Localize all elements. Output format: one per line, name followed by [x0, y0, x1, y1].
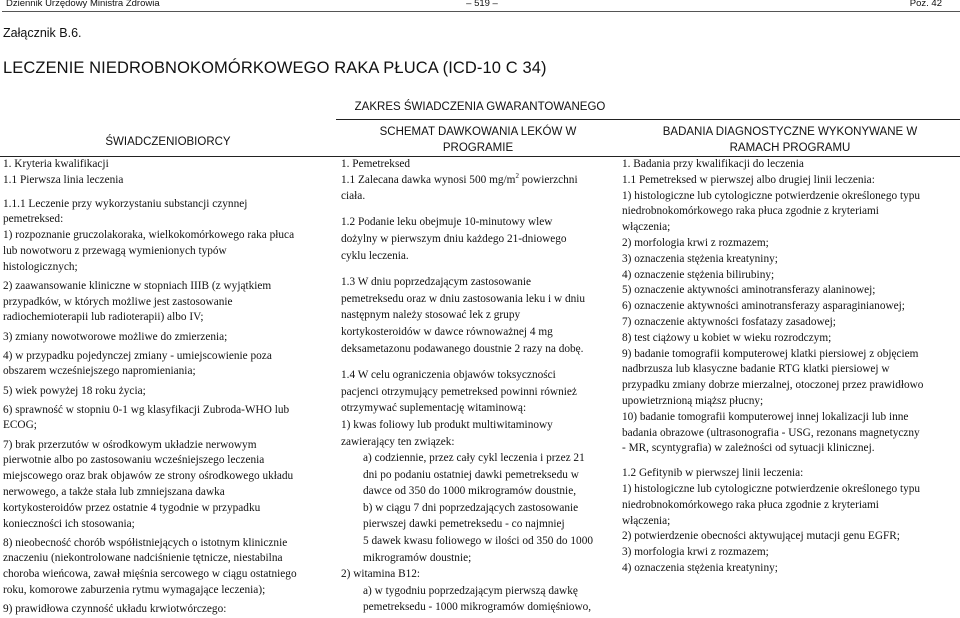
text-line: pemetreksedu oraz w dniu zastosowania leku i w dniu [341, 292, 586, 305]
diagnostics-line: niedrobnokomórkowego raka płuca zgodnie z kryteriami [622, 205, 879, 218]
dosing-p4 [341, 367, 617, 450]
gap [341, 264, 617, 274]
text-line: dawce od 350 do 1000 mikrogramów doustnie, [363, 485, 577, 498]
text-line: 5 dawek kwasu foliowego w ilości od 350 do 1000 [363, 535, 593, 548]
diagnostics-line: niedrobnokomórkowego raka płuca zgodnie z kryteriami [622, 498, 879, 511]
text-line: b) w ciągu 7 dni poprzedzających zastosowanie [363, 501, 579, 514]
criteria-line: 7) brak przerzutów w ośrodkowym układzie nerwowym [3, 438, 257, 451]
diagnostics-line: 2) potwierdzenie obecności aktywującej mutacji genu EGFR; [622, 530, 900, 543]
dosing-p1-line1 [341, 173, 617, 189]
diagnostics-line: włączenia; [622, 221, 671, 234]
text-line: dni po podaniu ostatniej dawki pemetreksedu w [363, 468, 579, 481]
text-line: pierwszej dawki pemetreksedu - co najmniej [363, 518, 565, 531]
diagnostics-line: upowietrznioną miąższ płucny; [622, 394, 764, 407]
dosing-p2 [341, 214, 617, 264]
criteria-line: przypadków, w których możliwe jest zastosowanie [3, 295, 233, 308]
position-number: Poz. 42 [909, 0, 942, 9]
dosing-p3 [341, 274, 617, 357]
text-line: 1.4 W celu ograniczenia objawów toksyczności [341, 369, 556, 382]
criteria-line: choroba wieńcowa, zawał mięśnia sercowego w ciągu ostatniego [3, 568, 297, 581]
text-line: zawierający ten związek: [341, 435, 455, 448]
criteria-line: pemetreksed: [3, 213, 64, 226]
text-line: cyklu leczenia. [341, 249, 409, 262]
criteria-line: obszarem wcześniejszego napromieniania; [3, 365, 196, 378]
journal-name: Dziennik Urzędowy Ministra Zdrowia [6, 0, 160, 9]
criteria-line: radiochemioterapii lub radioterapii) albo IV; [3, 311, 204, 324]
diagnostics-line: - MR, scyntygrafia) w zależności od sytuacji klinicznej. [622, 442, 875, 455]
dosing-p5a [341, 583, 617, 616]
dosing-header-line2: PROGRAMIE [442, 142, 514, 154]
diagnostics-line: 3) oznaczenia stężenia kreatyniny; [622, 252, 778, 265]
text-line: 1) kwas foliowy lub produkt multiwitaminowy [341, 418, 553, 431]
criteria-line: miejscowego oraz brak objawów ze strony ośrodkowego układu [3, 470, 294, 483]
diagnostics-line: 6) oznaczenie aktywności aminotransferazy asparaginianowej; [622, 300, 905, 313]
text-line: kortykosteroidów w dawce równoważnej 4 mg [341, 325, 553, 338]
page-title: LECZENIE NIEDROBNOKOMÓRKOWEGO RAKA PŁUCA (ICD-10 C 34) [3, 59, 547, 77]
criteria-line: 9) prawidłowa czynność układu krwiotwórczego: [3, 603, 227, 616]
criteria-line [3, 189, 333, 197]
text-line: mikrogramów doustnie; [363, 551, 472, 564]
scope-rule [336, 119, 960, 120]
text-line: następnym należy stosować lek z grupy [341, 309, 521, 322]
diagnostics-line: 1) histologiczne lub cytologiczne potwierdzenie określonego typu [622, 189, 921, 202]
text-line: 1.2 Podanie leku obejmuje 10-minutowy wlew [341, 216, 553, 229]
criteria-line: 6) sprawność w stopniu 0-1 wg klasyfikacji Zubroda-WHO lub [3, 403, 290, 416]
diagnostics-column [622, 157, 960, 577]
dosing-p5 [341, 566, 617, 583]
diagnostics-line: 1) histologiczne lub cytologiczne potwierdzenie określonego typu [622, 482, 921, 495]
criteria-line: kortykosteroidów przez ostatnie 4 tygodnie w przypadku [3, 501, 261, 514]
text-line: a) w tygodniu poprzedzającym pierwszą dawkę [363, 584, 578, 597]
criteria-line: 2) zaawansowanie kliniczne w stopniach IIIB (z wyjątkiem [3, 279, 272, 292]
text-line: 1.3 W dniu poprzedzającym zastosowanie [341, 276, 532, 289]
annex-label: Załącznik B.6. [3, 26, 82, 40]
page-number: – 519 – [466, 0, 498, 9]
criteria-line: ECOG; [3, 419, 37, 432]
dosing-p1-title: 1. Pemetreksed [341, 158, 411, 170]
criteria-line: 1) rozpoznanie gruczolakoraka, wielkokomórkowego raka płuca [3, 229, 295, 242]
diagnostics-line: przypadku zmiany dobrze mierzalnej, otoczonej przez prawidłowo [622, 379, 924, 392]
dosing-header [336, 124, 620, 156]
diagnostics-line: nadbrzusza lub klasyczne badanie RTG klatki piersiowej w [622, 363, 890, 376]
gap [341, 204, 617, 214]
scope-header: ZAKRES ŚWIADCZENIA GWARANTOWANEGO [354, 101, 606, 113]
dosing-p1-line2: ciała. [341, 189, 366, 202]
criteria-line: nerwowego, a także stała lub zmniejszana dawka [3, 485, 225, 498]
diagnostics-line: 1.1 Pemetreksed w pierwszej albo drugiej linii leczenia: [622, 173, 875, 186]
criteria-line: 1.1.1 Leczenie przy wykorzystaniu substancji czynnej [3, 197, 248, 210]
beneficiaries-header: ŚWIADCZENIOBIORCY [105, 136, 231, 148]
text-line: pacjenci otrzymujący pemetreksed powinni również [341, 385, 577, 398]
text-line: 2) witamina B12: [341, 568, 421, 581]
diagnostics-line: 8) test ciążowy u kobiet w wieku rozrodczym; [622, 331, 832, 344]
criteria-line: 1.1 Pierwsza linia leczenia [3, 173, 124, 186]
text-line: pemetreksedu - 1000 mikrogramów domięśniowo, [363, 601, 592, 614]
criteria-line: 4) w przypadku pojedynczej zmiany - umiejscowienie poza [3, 349, 272, 362]
diagnostics-line: 9) badanie tomografii komputerowej klatki piersiowej z objęciem [622, 347, 919, 360]
text-line: deksametazonu podawanego doustnie 2 razy na dobę. [341, 342, 584, 355]
diagnostics-line: 1. Badania przy kwalifikacji do leczenia [622, 158, 804, 170]
criteria-line: roku, komorowe zaburzenia rytmu wymagające leczenia); [3, 584, 266, 596]
diagnostics-line [622, 457, 960, 466]
diagnostics-line: 1.2 Gefitynib w pierwszej linii leczenia: [622, 467, 804, 480]
text-line: a) codziennie, przez cały cykl leczenia i przez 21 [363, 452, 585, 465]
criteria-line: lub nowotworu z przewagą wymienionych typów [3, 244, 227, 257]
dosing-p1-sup: 2 [515, 172, 519, 181]
dosing-p4a [341, 450, 617, 566]
criteria-line: 5) wiek powyżej 18 roku życia; [3, 384, 146, 397]
diagnostics-line: 4) oznaczenia stężenia kreatyniny; [622, 561, 778, 574]
diagnostics-header-line2: RAMACH PROGRAMU [729, 142, 851, 154]
dosing-p1-text: 1.1 Zalecana dawka wynosi 500 mg/m [341, 173, 516, 186]
criteria-line: konieczności ich stosowania; [3, 517, 135, 530]
criteria-line: 8) nieobecność chorób współistniejących o istotnym klinicznie [3, 536, 288, 549]
diagnostics-line: 4) oznaczenie stężenia bilirubiny; [622, 268, 775, 281]
dosing-header-line1: SCHEMAT DAWKOWANIA LEKÓW W [379, 126, 577, 138]
dosing-column [341, 157, 617, 616]
diagnostics-line: badania obrazowe (ultrasonografia - USG, rezonans magnetyczny [622, 426, 920, 439]
diagnostics-line: 2) morfologia krwi z rozmazem; [622, 236, 769, 249]
criteria-line: histologicznych; [3, 260, 78, 273]
diagnostics-line: 10) badanie tomografii komputerowej innej lokalizacji lub inne [622, 410, 909, 423]
dosing-p1-text-end: powierzchni [518, 173, 578, 186]
criteria-line: 3) zmiany nowotworowe możliwe do zmierzenia; [3, 330, 228, 343]
diagnostics-line: 7) oznaczenie aktywności fosfatazy zasadowej; [622, 315, 836, 328]
text-line: dożylny w pierwszym dniu każdego 21-dniowego [341, 232, 567, 245]
gap [341, 357, 617, 367]
diagnostics-header-line1: BADANIA DIAGNOSTYCZNE WYKONYWANE W [662, 126, 918, 138]
text-line: otrzymywać suplementację witaminową: [341, 402, 527, 415]
diagnostics-line: 3) morfologia krwi z rozmazem; [622, 546, 769, 559]
diagnostics-line: 5) oznaczenie aktywności aminotransferazy alaninowej; [622, 284, 876, 297]
criteria-line: pierwotnie albo po zastosowaniu wcześniejszego leczenia [3, 454, 265, 467]
criteria-line: znaczeniu (niekontrolowane nadciśnienie tętnicze, niestabilna [3, 552, 283, 565]
diagnostics-line: włączenia; [622, 514, 671, 527]
criteria-line: 1. Kryteria kwalifikacji [3, 158, 109, 170]
beneficiaries-column [3, 157, 333, 618]
diagnostics-header [620, 124, 960, 156]
running-header [2, 0, 960, 12]
